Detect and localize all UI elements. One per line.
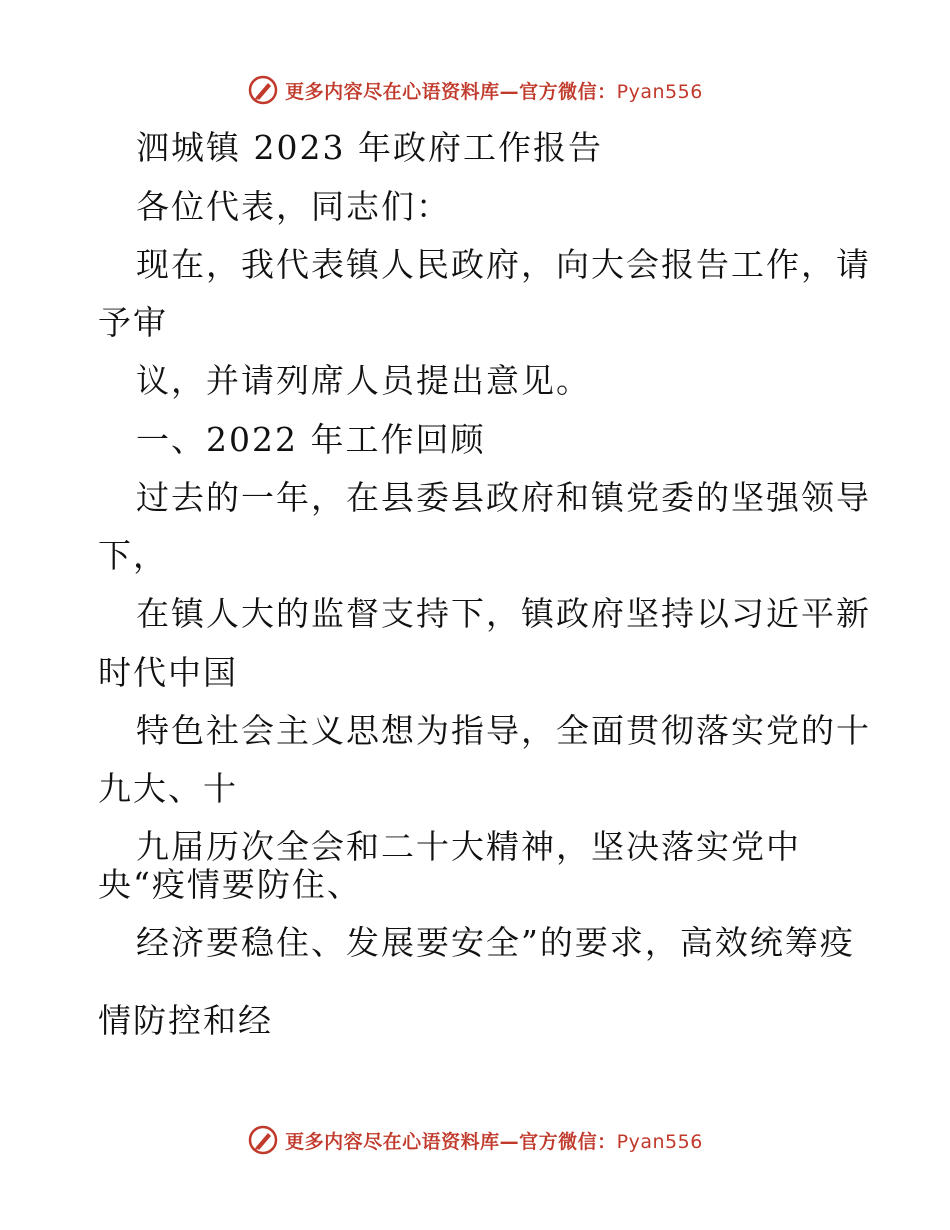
watermark-id: Pyan556 [616, 1130, 703, 1153]
watermark-text: 更多内容尽在心语资料库—官方微信：Pyan556 [285, 80, 703, 103]
doc-line: 现在，我代表镇人民政府，向大会报告工作，请 [136, 245, 871, 284]
doc-line: 各位代表，同志们： [136, 187, 451, 226]
doc-line: 九大、十 [98, 769, 238, 808]
doc-line: 九届历次全会和二十大精神，坚决落实党中 [136, 827, 801, 866]
doc-title: 泗城镇 2023 年政府工作报告 [136, 128, 603, 167]
pen-logo-icon [247, 74, 279, 106]
doc-line: 下， [98, 536, 168, 575]
section-heading: 一、2022 年工作回顾 [136, 420, 486, 459]
doc-line: 经济要稳住、发展要安全”的要求，高效统筹疫 [136, 923, 855, 962]
doc-line: 过去的一年，在县委县政府和镇党委的坚强领导 [136, 478, 871, 517]
doc-line: 时代中国 [98, 653, 238, 692]
doc-line: 在镇人大的监督支持下，镇政府坚持以习近平新 [136, 594, 871, 633]
doc-line: 情防控和经 [98, 1001, 273, 1040]
pen-logo-icon [247, 1124, 279, 1156]
doc-line: 央“疫情要防住、 [98, 865, 362, 904]
watermark-top [0, 70, 950, 110]
doc-line: 议，并请列席人员提出意见。 [136, 361, 591, 400]
watermark-bottom [0, 1120, 950, 1160]
doc-line: 予审 [98, 303, 168, 342]
watermark-text: 更多内容尽在心语资料库—官方微信：Pyan556 [285, 1130, 703, 1153]
doc-line: 特色社会主义思想为指导，全面贯彻落实党的十 [136, 711, 871, 750]
watermark-id: Pyan556 [616, 80, 703, 103]
